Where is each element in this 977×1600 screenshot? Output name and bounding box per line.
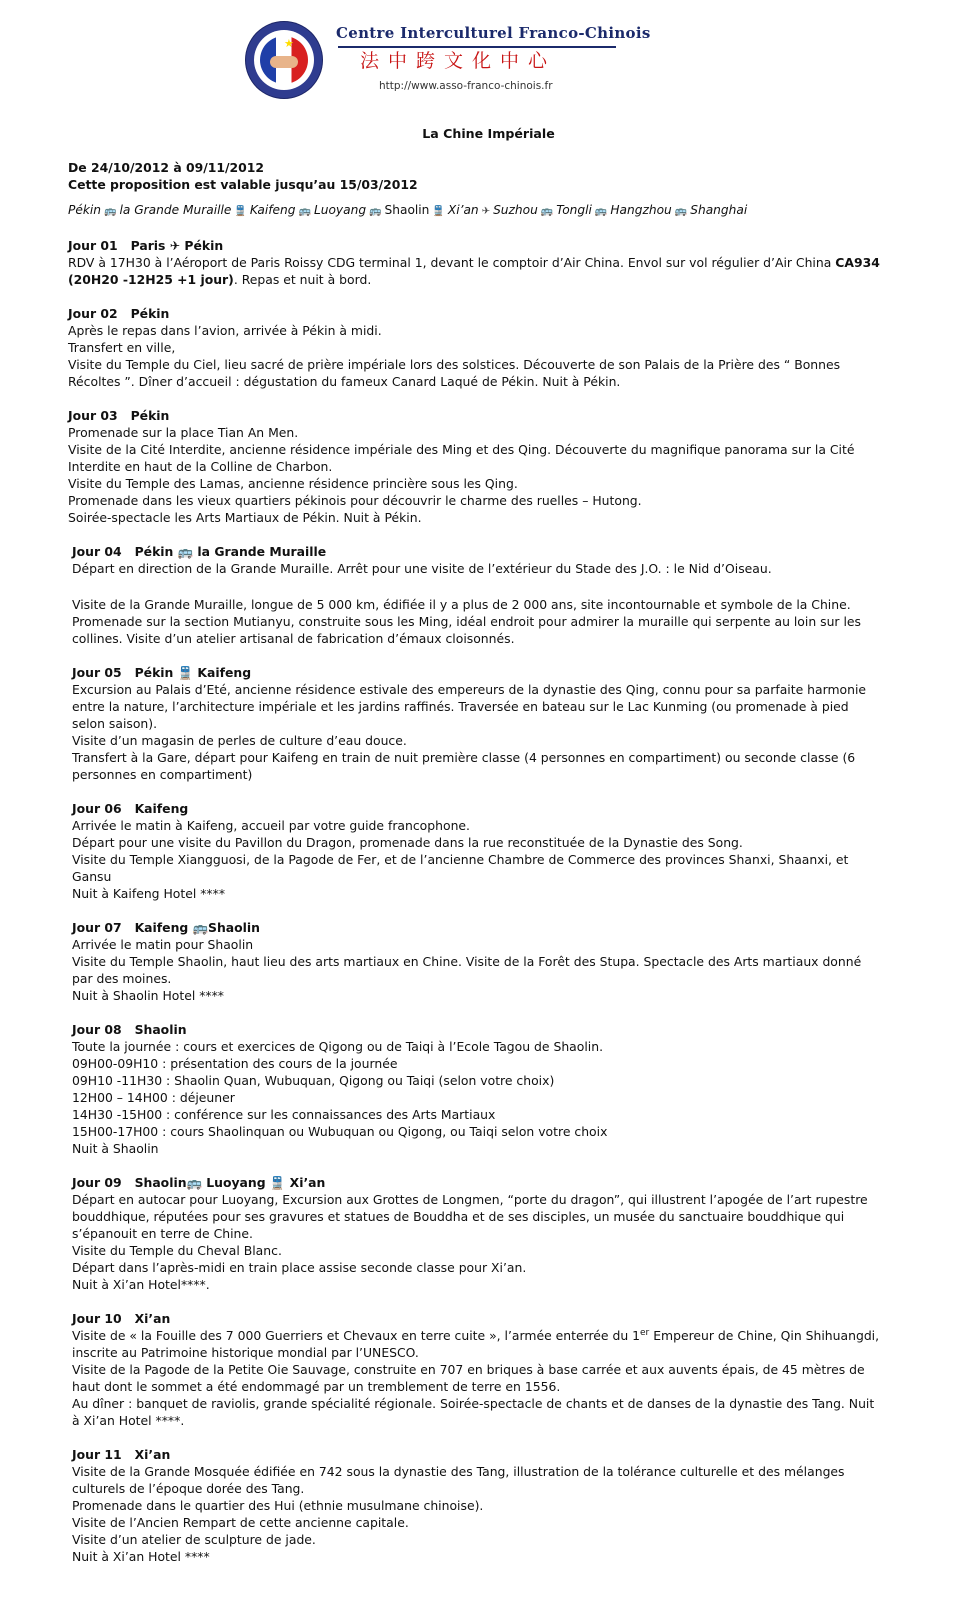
day-label: Jour 10 xyxy=(72,1311,122,1326)
day-text: 14H30 -15H00 : conférence sur les connaissances des Arts Martiaux xyxy=(72,1107,496,1122)
itinerary-content xyxy=(68,159,880,1565)
day-title: Pékin 🚌 la Grande Muraille xyxy=(134,544,327,559)
day-text: Départ pour une visite du Pavillon du Dragon, promenade dans la rue reconstituée de la Dynastie des Song. xyxy=(72,835,743,850)
day-heading xyxy=(72,543,880,560)
day-text: Arrivée le matin à Kaifeng, accueil par votre guide francophone. xyxy=(72,818,470,833)
day-text: Nuit à Kaifeng Hotel **** xyxy=(72,886,226,901)
route-stop: Pékin xyxy=(68,203,102,217)
day-text: 12H00 – 14H00 : déjeuner xyxy=(72,1090,235,1105)
day-section xyxy=(68,407,880,526)
day-section xyxy=(68,1446,880,1565)
route-stop: Luoyang xyxy=(313,203,367,217)
day-section xyxy=(68,1021,880,1157)
day-text: Après le repas dans l’avion, arrivée à Pékin à midi. xyxy=(68,323,382,338)
day-section xyxy=(68,800,880,902)
day-text: 15H00-17H00 : cours Shaolinquan ou Wubuquan ou Qigong, ou Taiqi selon votre choix xyxy=(72,1124,608,1139)
route-stop: Hangzhou xyxy=(610,203,672,217)
day-text: Visite de la Pagode de la Petite Oie Sauvage, construite en 707 en briques à base carrée et aux auvents épais, de 45 mètres de haut dont le sommet a été endommagé par un tremblement de terre en 1556. xyxy=(72,1362,865,1394)
day-title: Pékin xyxy=(130,408,170,423)
bus-icon: 🚌 xyxy=(594,206,608,217)
day-section xyxy=(68,543,880,647)
day-text: Visite d’un atelier de sculpture de jade. xyxy=(72,1532,316,1547)
day-heading xyxy=(68,305,880,322)
bus-icon: 🚌 xyxy=(540,206,554,217)
day-heading xyxy=(68,237,880,254)
day-text: Transfert à la Gare, départ pour Kaifeng en train de nuit première classe (4 personnes en compartiment) ou seconde classe (6 personnes en compartiment) xyxy=(72,750,856,782)
day-label: Jour 03 xyxy=(68,408,118,423)
day-label: Jour 04 xyxy=(72,544,122,559)
day-title: Pékin 🚆 Kaifeng xyxy=(134,665,252,680)
day-label: Jour 08 xyxy=(72,1022,122,1037)
day-text: Visite d’un magasin de perles de culture d’eau douce. xyxy=(72,733,407,748)
letterhead xyxy=(246,22,651,102)
day-title: Paris ✈ Pékin xyxy=(130,238,224,253)
day-text: Visite du Temple du Ciel, lieu sacré de prière impériale lors des solstices. Découverte de son Palais de la Prière des “ Bonnes Récoltes ”. Dîner d’accueil : dégustation du fameux Canard Laqué de Pékin. Nuit à Pékin. xyxy=(68,357,841,389)
day-text: RDV à 17H30 à l’Aéroport de Paris Roissy CDG terminal 1, devant le comptoir d’Air China. Envol sur vol régulier d’Air China CA934 (20H20 -12H25 +1 jour). Repas et nuit à bord. xyxy=(68,255,880,287)
day-label: Jour 07 xyxy=(72,920,122,935)
day-section xyxy=(68,664,880,783)
day-label: Jour 06 xyxy=(72,801,122,816)
day-text: 09H00-09H10 : présentation des cours de la journée xyxy=(72,1056,398,1071)
trip-dates xyxy=(68,159,880,193)
day-text: Visite de la Cité Interdite, ancienne résidence impériale des Ming et des Qing. Découverte du magnifique panorama sur la Cité Interdite en haut de la Colline de Charbon. xyxy=(68,442,855,474)
day-text: Nuit à Shaolin Hotel **** xyxy=(72,988,225,1003)
day-list xyxy=(68,237,880,1565)
day-text: Toute la journée : cours et exercices de Qigong ou de Taiqi à l’Ecole Tagou de Shaolin. xyxy=(72,1039,604,1054)
day-text: Au dîner : banquet de raviolis, grande spécialité régionale. Soirée-spectacle de chants et de danses de la dynastie des Tang. Nuit à Xi’an Hotel ****. xyxy=(72,1396,875,1428)
day-text: Excursion au Palais d’Eté, ancienne résidence estivale des empereurs de la dynastie des Qing, connu pour sa parfaite harmonie entre la nature, l’architecture impériale et les jardins raffinés. Traversée en bateau sur le Lac Kunming (ou promenade à pied selon saison). xyxy=(72,682,867,731)
train-icon: 🚆 xyxy=(234,206,247,217)
day-heading xyxy=(72,664,880,681)
day-label: Jour 02 xyxy=(68,306,118,321)
day-text: Visite de l’Ancien Rempart de cette ancienne capitale. xyxy=(72,1515,409,1530)
day-text: Promenade sur la place Tian An Men. xyxy=(68,425,299,440)
day-text: Visite du Temple Shaolin, haut lieu des arts martiaux en Chine. Visite de la Forêt des Stupa. Spectacle des Arts martiaux donné par des moines. xyxy=(72,954,862,986)
bus-icon: 🚌 xyxy=(369,206,382,217)
day-label: Jour 11 xyxy=(72,1447,122,1462)
day-title: Pékin xyxy=(130,306,170,321)
day-heading xyxy=(72,1021,880,1038)
day-text: Nuit à Xi’an Hotel **** xyxy=(72,1549,210,1564)
route-stop: Kaifeng xyxy=(249,203,296,217)
day-title: Kaifeng 🚌Shaolin xyxy=(134,920,260,935)
day-title: Xi’an xyxy=(134,1447,171,1462)
day-label: Jour 09 xyxy=(72,1175,122,1190)
train-icon: 🚆 xyxy=(432,206,445,217)
org-url[interactable]: http://www.asso-franco-chinois.fr xyxy=(379,80,553,92)
day-text: Visite du Temple des Lamas, ancienne résidence princière sous les Qing. xyxy=(68,476,518,491)
day-heading xyxy=(72,1446,880,1463)
day-title: Xi’an xyxy=(134,1311,171,1326)
route-stop: la Grande Muraille xyxy=(119,203,232,217)
offer-validity: Cette proposition est valable jusqu’au 15/03/2012 xyxy=(68,177,418,192)
day-text: Nuit à Shaolin xyxy=(72,1141,159,1156)
day-section xyxy=(68,305,880,390)
day-title: Shaolin🚌 Luoyang 🚆 Xi’an xyxy=(134,1175,326,1190)
day-section xyxy=(68,1310,880,1429)
day-text: Visite du Temple Xiangguosi, de la Pagode de Fer, et de l’ancienne Chambre de Commerce des provinces Shanxi, Shaanxi, et Gansu xyxy=(72,852,849,884)
day-text: 09H10 -11H30 : Shaolin Quan, Wubuquan, Qigong ou Taiqi (selon votre choix) xyxy=(72,1073,555,1088)
day-section xyxy=(68,237,880,288)
day-text: Départ en direction de la Grande Muraille. Arrêt pour une visite de l’extérieur du Stade des J.O. : le Nid d’Oiseau. xyxy=(72,561,772,576)
day-heading xyxy=(72,1174,880,1191)
route-stop: Shanghai xyxy=(690,203,748,217)
route-stop: Tongli xyxy=(556,203,592,217)
day-heading xyxy=(72,919,880,936)
day-text: Visite de la Grande Mosquée édifiée en 742 sous la dynastie des Tang, illustration de la tolérance culturelle et des mélanges culturels de l’époque dorée des Tang. xyxy=(72,1464,845,1496)
header-divider xyxy=(338,46,616,48)
day-heading xyxy=(72,1310,880,1327)
trip-period: De 24/10/2012 à 09/11/2012 xyxy=(68,160,265,175)
plane-icon: ✈ xyxy=(481,206,491,217)
bus-icon: 🚌 xyxy=(104,206,117,217)
route-stop: Xi’an xyxy=(447,203,479,217)
day-heading xyxy=(68,407,880,424)
day-text: Visite de « la Fouille des 7 000 Guerriers et Chevaux en terre cuite », l’armée enterrée du 1er Empereur de Chine, Qin Shihuangdi, inscrite au Patrimoine historique mondial par l’UNESCO. xyxy=(72,1327,880,1360)
org-name: Centre Interculturel Franco-Chinois xyxy=(336,24,651,42)
bus-icon: 🚌 xyxy=(298,206,311,217)
day-text: Départ en autocar pour Luoyang, Excursion aux Grottes de Longmen, “porte du dragon”, qui illustrent l’apogée de l’art rupestre bouddhique, réputées pour ses gravures et statues de Bouddha et de ses disciples, un musée du sanctuaire bouddhique qui s’épanouit en terre de Chine. xyxy=(72,1192,868,1241)
day-section xyxy=(68,919,880,1004)
day-text: Nuit à Xi’an Hotel****. xyxy=(72,1277,210,1292)
day-text: Départ dans l’après-midi en train place assise seconde classe pour Xi’an. xyxy=(72,1260,527,1275)
day-text: Transfert en ville, xyxy=(68,340,176,355)
org-name-chinese: 法中跨文化中心 xyxy=(360,50,557,72)
day-text: Visite de la Grande Muraille, longue de 5 000 km, édifiée il y a plus de 2 000 ans, site incontournable et symbole de la Chine. Promenade sur la section Mutianyu, construite sous les Ming, idéal endroit pour admirer la muraille qui serpente au loin sur les collines. Visite d’un atelier artisanal de fabrication d’émaux cloisonnés. xyxy=(72,597,861,646)
route-stop: Suzhou xyxy=(493,203,538,217)
day-text: Visite du Temple du Cheval Blanc. xyxy=(72,1243,282,1258)
day-heading xyxy=(72,800,880,817)
bus-icon: 🚌 xyxy=(674,206,688,217)
day-text: Arrivée le matin pour Shaolin xyxy=(72,937,254,952)
association-seal-logo: ★ xyxy=(246,22,322,98)
day-text: Promenade dans les vieux quartiers pékinois pour découvrir le charme des ruelles – Hutong. xyxy=(68,493,642,508)
day-label: Jour 01 xyxy=(68,238,118,253)
day-section xyxy=(68,1174,880,1293)
route-stop: Shaolin xyxy=(384,203,430,217)
day-label: Jour 05 xyxy=(72,665,122,680)
page-title: La Chine Impériale xyxy=(422,126,555,141)
day-title: Shaolin xyxy=(134,1022,187,1037)
day-text: Promenade dans le quartier des Hui (ethnie musulmane chinoise). xyxy=(72,1498,484,1513)
day-text: Soirée-spectacle les Arts Martiaux de Pékin. Nuit à Pékin. xyxy=(68,510,422,525)
route-summary xyxy=(68,202,880,220)
day-title: Kaifeng xyxy=(134,801,189,816)
page-break-gap xyxy=(72,577,880,596)
